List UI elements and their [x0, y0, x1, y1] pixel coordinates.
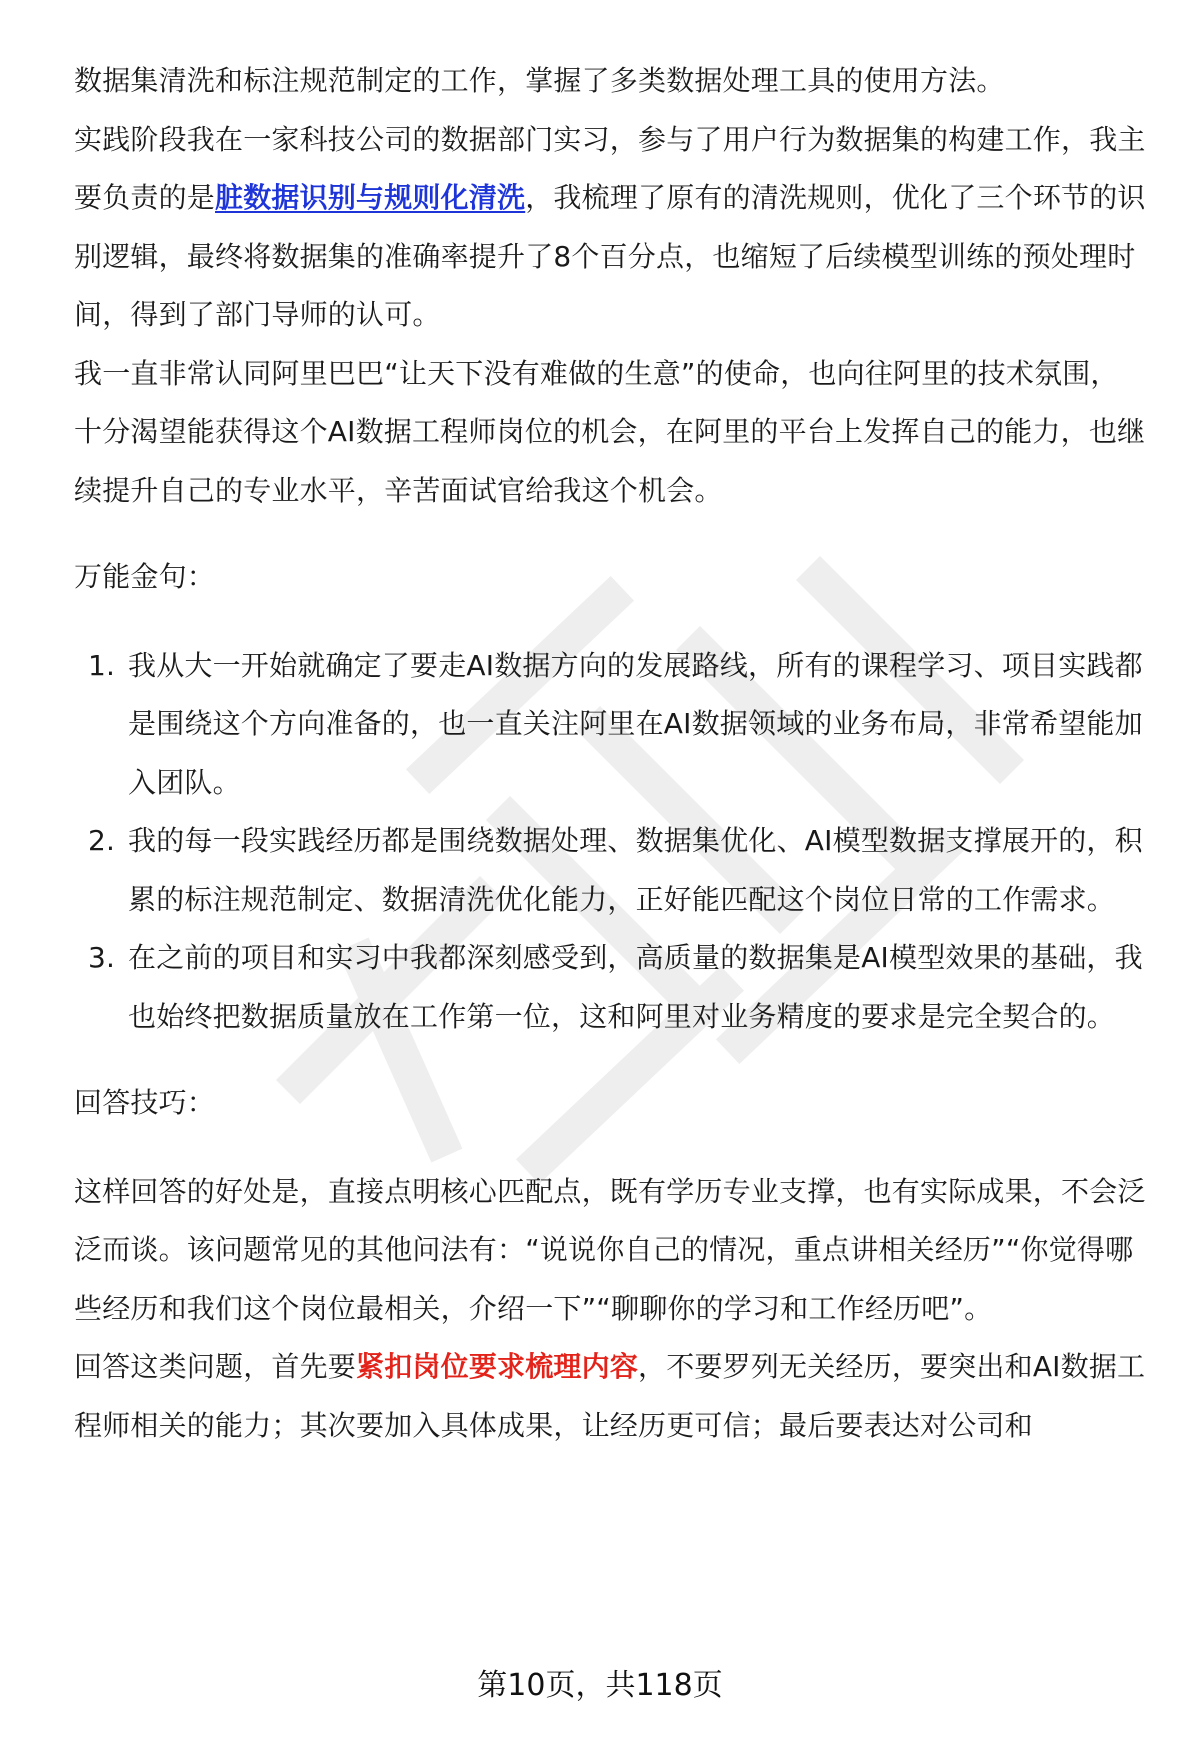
list-number: 2.	[88, 824, 116, 857]
highlight-job-requirements: 紧扣岗位要求梳理内容	[356, 1350, 639, 1383]
golden-sentences-list	[74, 637, 1146, 1047]
tips-text-end: ，不要罗列无关经历，要突出和AI数据工程师相关的能力；其次要加入具体成果，让经历更可信；最后要表达对公司和	[74, 1350, 1146, 1442]
paragraph-internship	[74, 111, 1146, 345]
list-item-text: 我从大一开始就确定了要走AI数据方向的发展路线，所有的课程学习、项目实践都是围绕这个方向准备的，也一直关注阿里在AI数据领域的业务布局，非常希望能加入团队。	[128, 648, 1143, 799]
list-item-text: 我的每一段实践经历都是围绕数据处理、数据集优化、AI模型数据支撑展开的，积累的标注规范制定、数据清洗优化能力，正好能匹配这个岗位日常的工作需求。	[128, 824, 1143, 916]
list-item	[74, 812, 1146, 929]
highlight-dirty-data: 脏数据识别与规则化清洗	[215, 181, 526, 214]
heading-answer-tips: 回答技巧：	[74, 1086, 216, 1119]
paragraph-tips-method	[74, 1338, 1146, 1455]
internship-text-end: ，我梳理了原有的清洗规则，优化了三个环节的识别逻辑，最终将数据集的准确率提升了8个百分点，也缩短了后续模型训练的预处理时间，得到了部门导师的认可。	[74, 181, 1146, 331]
paragraph-tips-benefits: 这样回答的好处是，直接点明核心匹配点，既有学历专业支撑，也有实际成果，不会泛泛而谈。该问题常见的其他问法有：“说说你自己的情况，重点讲相关经历”“你觉得哪些经历和我们这个岗位最相关，介绍一下”“聊聊你的学习和工作经历吧”。	[74, 1174, 1146, 1325]
internship-text-start: 实践阶段我在一家科技公司的数据部门实习，参与了用户行为数据集的构建工作，我主要负责的是	[74, 122, 1146, 214]
paragraph-intro-continuation: 数据集清洗和标注规范制定的工作，掌握了多类数据处理工具的使用方法。	[74, 64, 1005, 97]
tips-text-start: 回答这类问题，首先要	[74, 1350, 357, 1383]
page-number-footer: 第10页，共118页	[477, 1668, 723, 1703]
list-item-text: 在之前的项目和实习中我都深刻感受到，高质量的数据集是AI模型效果的基础，我也始终把数据质量放在工作第一位，这和阿里对业务精度的要求是完全契合的。	[128, 941, 1143, 1033]
list-item	[74, 929, 1146, 1046]
list-number: 3.	[88, 941, 116, 974]
heading-golden-sentences: 万能金句：	[74, 560, 216, 593]
list-number: 1.	[88, 648, 116, 682]
list-item	[74, 637, 1146, 813]
document-body	[74, 52, 1146, 1455]
paragraph-motivation: 我一直非常认同阿里巴巴“让天下没有难做的生意”的使命，也向往阿里的技术氛围，十分渴望能获得这个AI数据工程师岗位的机会，在阿里的平台上发挥自己的能力，也继续提升自己的专业水平，辛苦面试官给我这个机会。	[74, 356, 1146, 507]
